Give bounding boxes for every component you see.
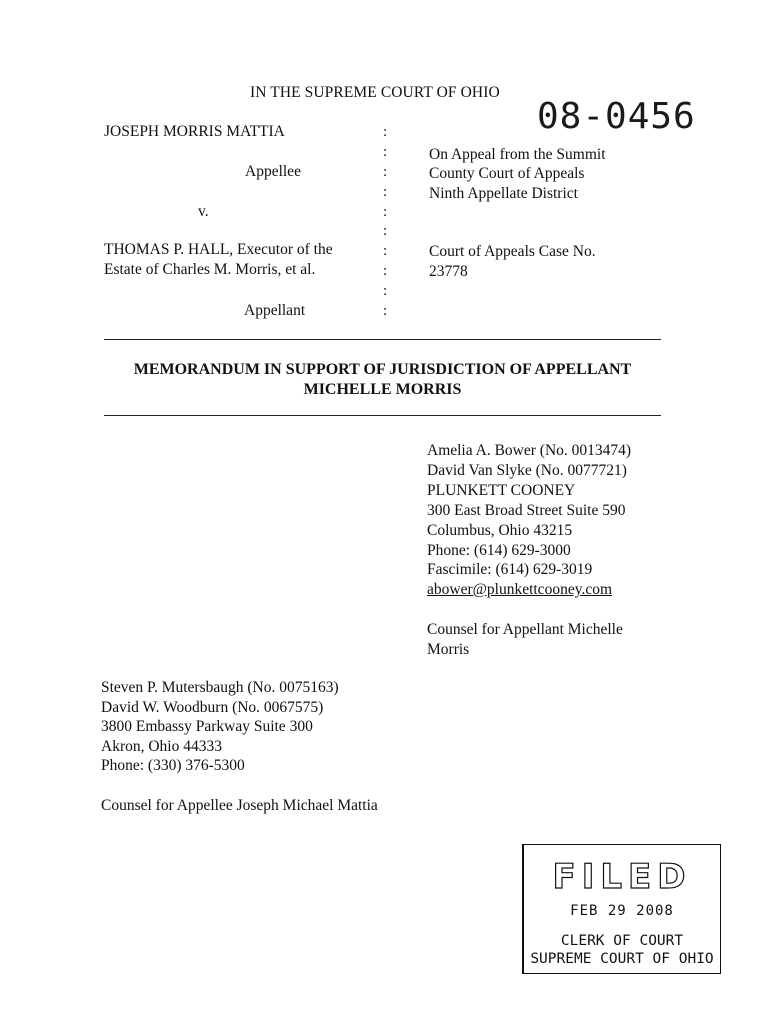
filed-stamp-court: SUPREME COURT OF OHIO bbox=[530, 951, 714, 967]
counsel-line: David W. Woodburn (No. 0067575) bbox=[101, 699, 324, 716]
appellant-role: Appellant bbox=[244, 302, 306, 319]
filed-stamp-date: FEB 29 2008 bbox=[570, 903, 674, 919]
caption-colon: : bbox=[383, 263, 388, 279]
caption-colon: : bbox=[383, 124, 388, 140]
appellant-name-line1: THOMAS P. HALL, Executor of the bbox=[104, 241, 333, 258]
document-title bbox=[104, 360, 661, 400]
counsel-email-link[interactable]: abower@plunkettcooney.com bbox=[427, 581, 613, 598]
counsel-line: Akron, Ohio 44333 bbox=[101, 738, 222, 755]
counsel-line: Amelia A. Bower (No. 0013474) bbox=[427, 442, 632, 459]
caption-colon: : bbox=[383, 164, 388, 180]
appellant-name-line2: Estate of Charles M. Morris, et al. bbox=[104, 261, 316, 278]
appeal-from-line2: County Court of Appeals bbox=[429, 165, 585, 182]
filed-stamp-clerk: CLERK OF COURT bbox=[560, 933, 684, 949]
counsel-line: Phone: (614) 629-3000 bbox=[427, 542, 571, 559]
counsel-line: Steven P. Mutersbaugh (No. 0075163) bbox=[101, 679, 339, 696]
counsel-line: Phone: (330) 376-5300 bbox=[101, 757, 245, 774]
appellee-name: JOSEPH MORRIS MATTIA bbox=[104, 123, 285, 140]
appellee-role: Appellee bbox=[245, 163, 301, 180]
versus: v. bbox=[198, 203, 209, 220]
counsel-line: PLUNKETT COONEY bbox=[427, 482, 576, 499]
appeal-from-line1: On Appeal from the Summit bbox=[429, 146, 606, 163]
divider-top bbox=[104, 339, 661, 340]
appeal-from-line3: Ninth Appellate District bbox=[429, 185, 578, 202]
filed-stamp bbox=[522, 844, 721, 974]
caption-colon: : bbox=[383, 303, 388, 319]
appellant-counsel-role-line1: Counsel for Appellant Michelle bbox=[427, 621, 623, 638]
court-header: IN THE SUPREME COURT OF OHIO bbox=[250, 84, 500, 101]
counsel-line: Columbus, Ohio 43215 bbox=[427, 522, 573, 539]
counsel-line: 3800 Embassy Parkway Suite 300 bbox=[101, 718, 313, 735]
caption-colon: : bbox=[383, 204, 388, 220]
case-number-stamp: 08-0456 bbox=[537, 96, 696, 137]
filed-stamp-title: FILED bbox=[552, 857, 692, 897]
document-title-line2: MICHELLE MORRIS bbox=[303, 381, 462, 398]
counsel-line: Fascimile: (614) 629-3019 bbox=[427, 561, 593, 578]
divider-bottom bbox=[104, 415, 661, 416]
document-title-line1: MEMORANDUM IN SUPPORT OF JURISDICTION OF APPELLANT bbox=[133, 361, 632, 378]
appellee-counsel-role: Counsel for Appellee Joseph Michael Mattia bbox=[101, 797, 378, 814]
caption-colon: : bbox=[383, 223, 388, 239]
caption-colon: : bbox=[383, 243, 388, 259]
caption-colon: : bbox=[383, 283, 388, 299]
court-of-appeals-label: Court of Appeals Case No. bbox=[429, 243, 596, 260]
counsel-line: 300 East Broad Street Suite 590 bbox=[427, 502, 626, 519]
caption-colon: : bbox=[383, 144, 388, 160]
counsel-line: David Van Slyke (No. 0077721) bbox=[427, 462, 627, 479]
court-of-appeals-number: 23778 bbox=[429, 263, 468, 280]
appellant-counsel-role-line2: Morris bbox=[427, 641, 470, 658]
caption-colon: : bbox=[383, 184, 388, 200]
